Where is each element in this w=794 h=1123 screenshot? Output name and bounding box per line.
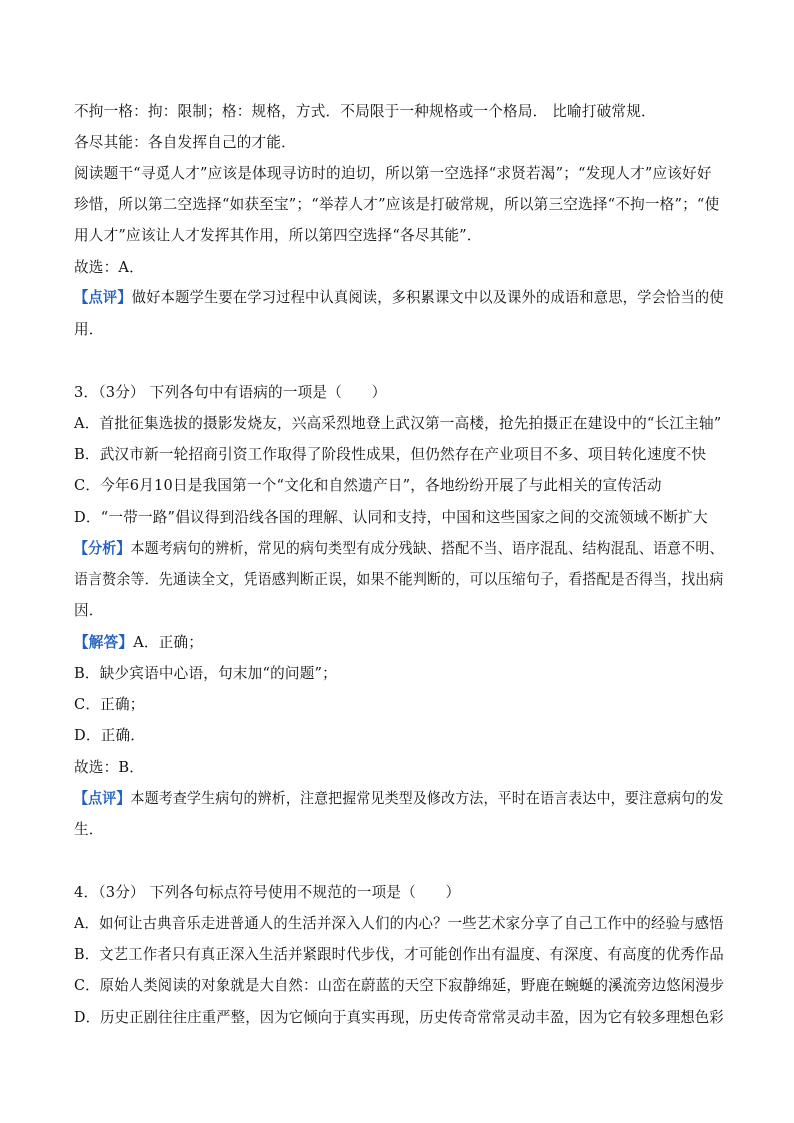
question-4-stem: 4．（3分） 下列各句标点符号使用不规范的一项是（ ） bbox=[74, 884, 461, 901]
solution-line: D．正确． bbox=[74, 727, 146, 744]
explanation-line: 不拘一格：拘：限制；格：规格，方式．不局限于一种规格或一个格局． 比喻打破常规． bbox=[74, 103, 656, 120]
question-3-option-d: D．“一带一路”倡议得到沿线各国的理解、认同和支持，中国和这些国家之间的交流领域不断扩大 bbox=[74, 509, 708, 526]
comment-line bbox=[74, 288, 724, 308]
question-3-stem: 3．（3分） 下列各句中有语病的一项是（ ） bbox=[74, 384, 387, 401]
explanation-line: 用人才”应该让人才发挥其作用，所以第四空选择“各尽其能”． bbox=[74, 227, 482, 244]
question-3-option-c: C．今年6月10日是我国第一个“文化和自然遗产日”，各地纷纷开展了与此相关的宣传活动 bbox=[74, 477, 662, 494]
comment-line: 生． bbox=[74, 821, 104, 838]
solution-tag: 【解答】 bbox=[74, 634, 134, 651]
comment-text: 做好本题学生要在学习过程中认真阅读，多积累课文中以及课外的成语和意思，学会恰当的使 bbox=[131, 289, 724, 306]
analysis-text: 本题考病句的辨析，常见的病句类型有成分残缺、搭配不当、语序混乱、结构混乱、语意不明、 bbox=[130, 540, 724, 557]
solution-line: C．正确； bbox=[74, 696, 145, 713]
question-4-option-d: D．历史正剧往往庄重严整，因为它倾向于真实再现，历史传奇常常灵动丰盈，因为它有较多理想色彩 bbox=[74, 1009, 724, 1026]
question-3-option-b: B．武汉市新一轮招商引资工作取得了阶段性成果，但仍然存在产业项目不多、项目转化速度不快 bbox=[74, 446, 707, 463]
answer-line: 故选：B． bbox=[74, 759, 145, 776]
comment-line bbox=[74, 789, 724, 809]
solution-line bbox=[74, 633, 203, 653]
comment-tag: 【点评】 bbox=[74, 790, 131, 807]
solution-line: B．缺少宾语中心语，句末加“的问题”； bbox=[74, 665, 337, 682]
comment-tag: 【点评】 bbox=[74, 289, 132, 306]
comment-line: 用． bbox=[74, 321, 104, 338]
analysis-line: 语言赘余等．先通读全文，凭语感判断正误，如果不能判断的，可以压缩句子，看搭配是否得当，找出病 bbox=[74, 571, 724, 588]
analysis-tag: 【分析】 bbox=[74, 540, 131, 557]
comment-text: 本题考查学生病句的辨析，注意把握常见类型及修改方法，平时在语言表达中，要注意病句的发 bbox=[130, 790, 724, 807]
question-4-option-b: B．文艺工作者只有真正深入生活并紧跟时代步伐，才可能创作出有温度、有深度、有高度的优秀作品 bbox=[74, 946, 724, 963]
question-3-option-a: A．首批征集选拔的摄影发烧友，兴高采烈地登上武汉第一高楼，抢先拍摄正在建设中的“长江主轴” bbox=[74, 415, 722, 432]
analysis-line: 因． bbox=[74, 602, 104, 619]
explanation-line: 各尽其能：各自发挥自己的才能． bbox=[74, 134, 296, 151]
answer-line: 故选：A． bbox=[74, 259, 144, 276]
analysis-line bbox=[74, 539, 724, 559]
solution-text: A．正确； bbox=[133, 634, 204, 651]
explanation-line: 阅读题干“寻觅人才”应该是体现寻访时的迫切，所以第一空选择“求贤若渴”；“发现人才”应该好好 bbox=[74, 165, 712, 182]
explanation-line: 珍惜，所以第二空选择“如获至宝”；“举荐人才”应该是打破常规，所以第三空选择“不拘一格”；“使 bbox=[74, 196, 720, 213]
question-4-option-c: C．原始人类阅读的对象就是大自然：山峦在蔚蓝的天空下寂静绵延，野鹿在蜿蜒的溪流旁边悠闲漫步 bbox=[74, 977, 725, 994]
question-4-option-a: A．如何让古典音乐走进普通人的生活并深入人们的内心？一些艺术家分享了自己工作中的经验与感悟 bbox=[74, 915, 724, 932]
